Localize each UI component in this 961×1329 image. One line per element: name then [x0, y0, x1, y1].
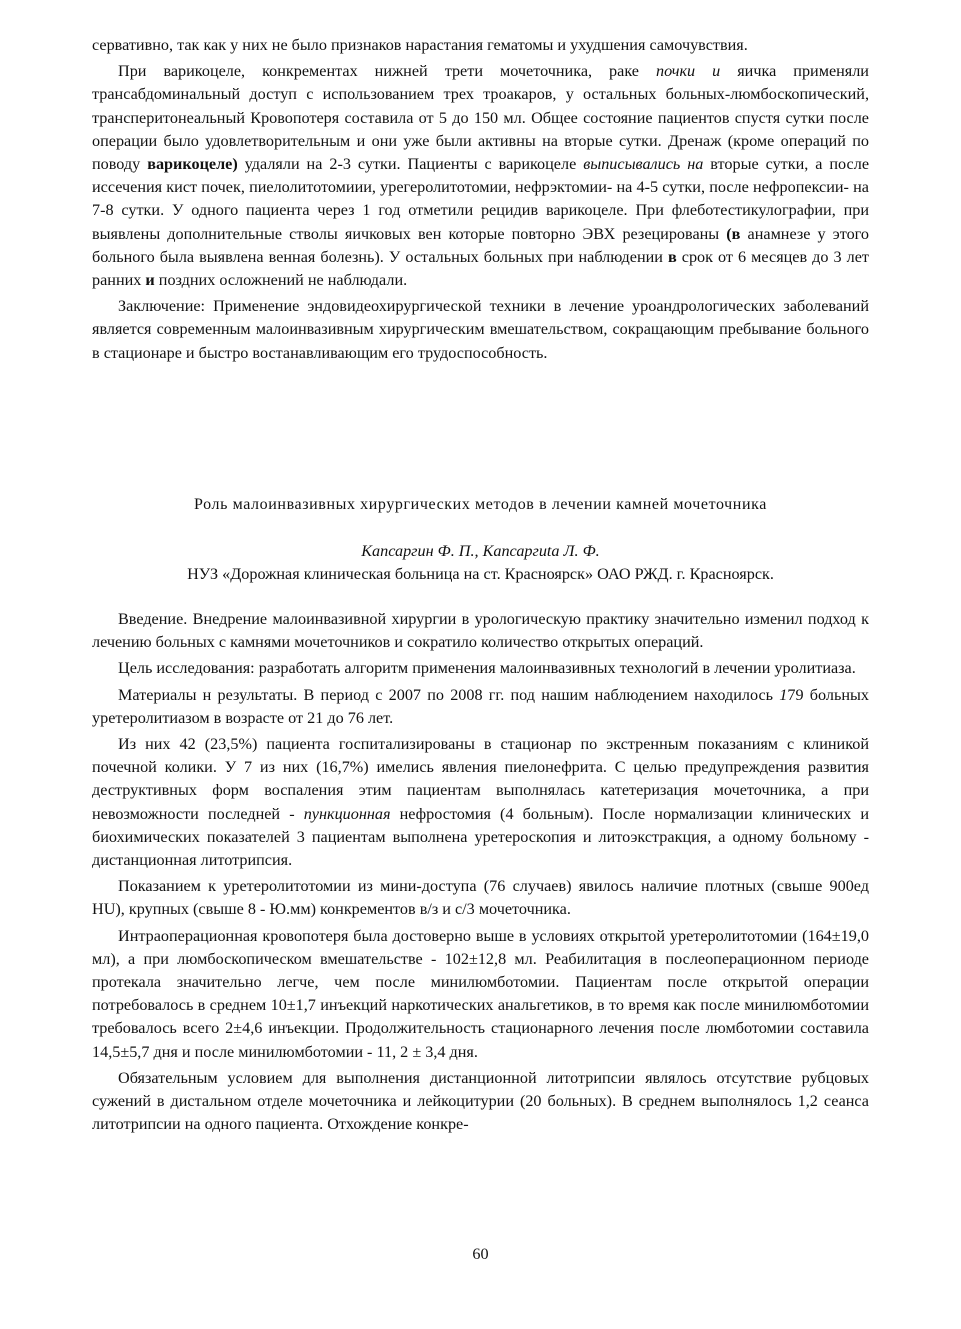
- text-run: Материалы н результаты. В период с 2007 по 2008 гг. под нашим наблюдением находилось: [118, 685, 780, 704]
- article-title: Роль малоинвазивных хирургических методов в лечении камней мочеточника: [194, 496, 767, 513]
- paragraph-blood-loss: Интраоперационная кровопотеря была достоверно выше в условиях открытой уретеролитотомии (164±19,0 мл), а при люмбоскопическом вмешательстве - 102±12,8 мл. Реабилитация в послеоперационном периоде протекала значительно легче, чем после минилюмботомии. Пациентам после открытой операции потребовалось в среднем 10±1,7 инъекций наркотических анальгетиков, в то время как после минилюмботомии требовалось всего 2±4,6 инъекции. Продолжительность стационарного лечения после люмботомии составила 14,5±5,7 дня и после минилюмботомии - 11, 2 ± 3,4 дня.: [92, 926, 869, 1061]
- text-run: При варикоцеле, конкрементах нижней трети мочеточника, раке: [118, 62, 656, 81]
- text-run: нефростомия (4 больным). После нормализации клинических и биохимических показателей 3 пациентам выполнена уретероскопия и литоэкстракция, а одному больному - дистанционная литотрипсия.: [92, 804, 869, 870]
- page-number: 60: [472, 1245, 489, 1263]
- paragraph-introduction: Введение. Внедрение малоинвазивной хирургии в урологическую практику значительно изменил подход к лечению больных с камнями мочеточников и сократило количество открытых операций.: [92, 610, 869, 652]
- text-run: 79 больных уретеролитиазом в возрасте от 21 до 76 лет.: [92, 685, 869, 727]
- italic-run: пункционная: [303, 804, 391, 823]
- text-run: вторые сутки, а после иссечения кист почек, пиелолитотомиии, урегеролитотомии, нефрэктомии- на 4-5 сутки, после нефропексии- на 7-8 сутки. У одного пациента через 1 год отметили рецидив варикоцеле. При флеботестикулографии, при выявлены дополнительные стволы яичковых вен которые повторно ЭВХ резецированы: [92, 155, 870, 243]
- paragraph-conclusion: Заключение: Применение эндовидеохирургической техники в лечение уроандрологических заболеваний является современным малоинвазивным хирургическим вмешательством, сокращающим пребывание больного в стационаре и быстро востанавливающим его трудоспособность.: [92, 297, 869, 362]
- paragraph-materials: [92, 684, 869, 730]
- bold-run: и: [145, 271, 155, 290]
- article-body: [92, 608, 869, 1136]
- paragraph-emergency: [92, 733, 869, 872]
- bold-run: варикоцеле): [147, 155, 238, 174]
- article-affiliation: НУЗ «Дорожная клиническая больница на ст. Красноярск» ОАО РЖД. г. Красноярск.: [187, 565, 774, 583]
- text-run: удаляли на 2-3 сутки. Пациенты с варикоцеле: [237, 155, 584, 174]
- italic-run: 1: [779, 685, 788, 704]
- text-run: поздних осложнений не наблюдали.: [154, 271, 408, 290]
- text-run: яичка применяли трансабдоминальный доступ с использованием трех троакаров, у остальных больных-люмбоскопический, трансперитонеальный Кровопотеря составила от 5 до 150 мл. Общее состояние пациентов спустя сутки после операции было удовлетворительным и они уже были активны на вторые сутки. Дренаж (кроме операций по поводу: [92, 62, 869, 174]
- italic-run: выписывались на: [583, 155, 704, 174]
- text-run: анамнезе у этого больного была выявлена венная болезнь). У остальных больных при наблюдении: [92, 224, 869, 266]
- paragraph-indications: Показанием к уретеролитотомии из мини-доступа (76 случаев) явилось наличие плотных (свыше 900ед HU), крупных (свыше 8 - Ю.мм) конкрементов в/з и с/3 мочеточника.: [92, 877, 869, 919]
- bold-run: (в: [726, 224, 741, 243]
- paragraph-aim: Цель исследования: разработать алгоритм применения малоинвазивных технологий в лечении уролитиаза.: [118, 659, 856, 678]
- italic-run: почки и: [655, 62, 721, 81]
- article-authors: Капсаргин Ф. П., Капсаргиtа Л. Ф.: [361, 542, 600, 560]
- paragraph-methods: [92, 60, 869, 292]
- paragraph-conditions: Обязательным условием для выполнения дистанционной литотрипсии являлось отсутствие рубцовых сужений в дистальном отделе мочеточника и лейкоцитурии (20 больных). В среднем выполнялось 1,2 сеанса литотрипсии на одного пациента. Отхождение конкре-: [92, 1068, 869, 1134]
- text-run: срок от 6 месяцев до 3 лет ранних: [92, 247, 870, 290]
- paragraph-continuation: сервативно, так как у них не было признаков нарастания гематомы и ухудшения самочувствия.: [92, 36, 748, 54]
- text-run: Из них 42 (23,5%) пациента госпитализированы в стационар по экстренным показаниям с клиникой почечной колики. У 7 из них (16,7%) имелись явления пиелонефрита. С целью предупреждения развития деструктивных форм воспаления этим пациентам выполнялась катетеризация мочеточника, а при невозможности последней -: [92, 735, 869, 823]
- previous-article-text: [92, 34, 869, 365]
- bold-run: в: [667, 247, 677, 266]
